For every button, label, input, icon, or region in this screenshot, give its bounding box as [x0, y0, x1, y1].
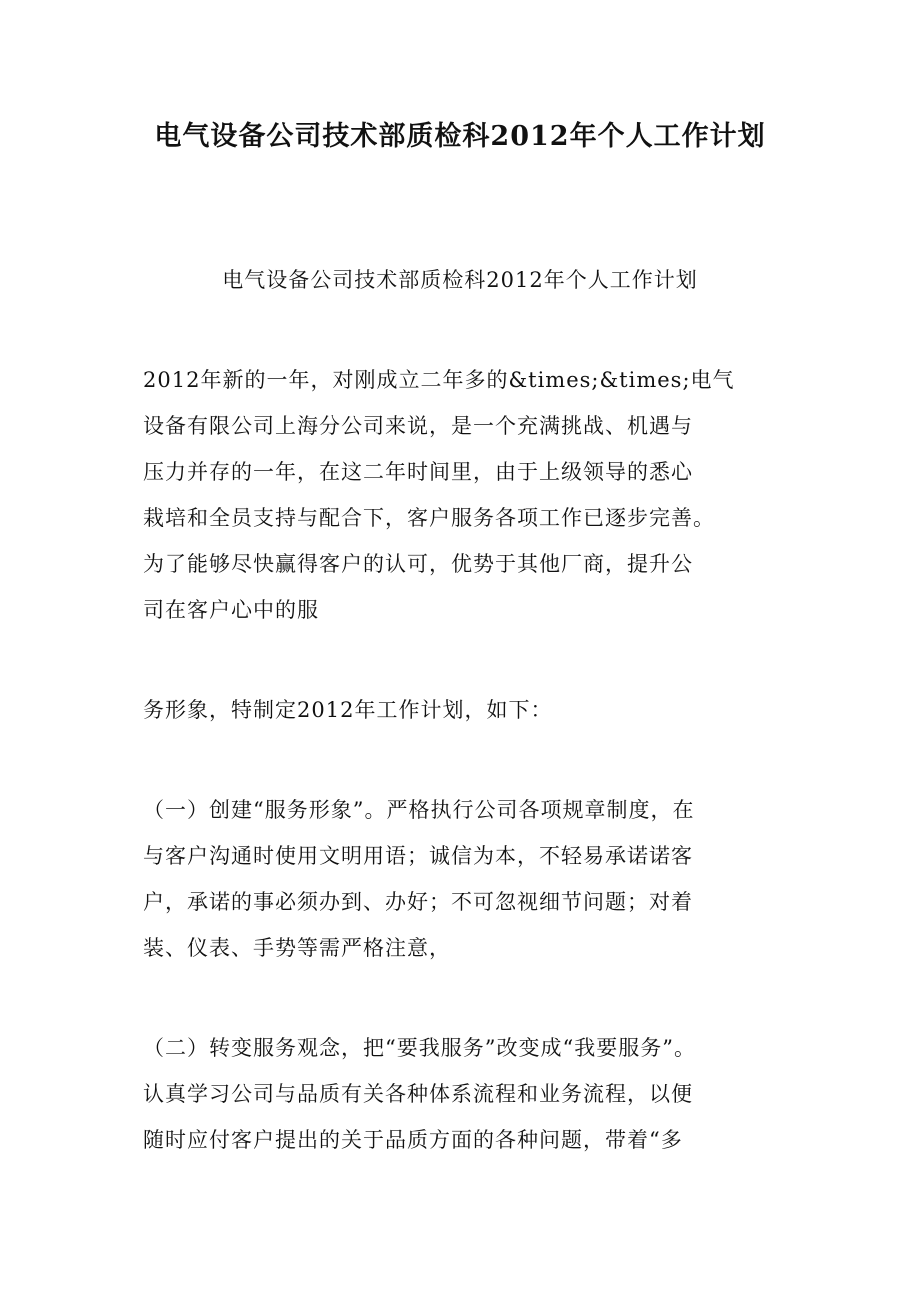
text-line: 栽培和全员支持与配合下，客户服务各项工作已逐步完善。: [143, 506, 715, 530]
text-line: 随时应付客户提出的关于品质方面的各种问题，带着“多: [143, 1128, 683, 1152]
text-line: （二）转变服务观念，把“要我服务”改变成“我要服务”。: [143, 1036, 696, 1060]
document-title: 电气设备公司技术部质检科2012年个人工作计划: [154, 121, 766, 152]
text-line: 认真学习公司与品质有关各种体系流程和业务流程，以便: [143, 1082, 693, 1106]
text-line: 压力并存的一年，在这二年时间里，由于上级领导的悉心: [143, 460, 693, 484]
text-line: （一）创建“服务形象”。严格执行公司各项规章制度，在: [143, 798, 695, 822]
text-line: 装、仪表、手势等需严格注意，: [143, 936, 451, 960]
text-line: 司在客户心中的服: [143, 598, 319, 622]
text-line: 与客户沟通时使用文明用语；诚信为本，不轻易承诺诺客: [143, 844, 693, 868]
text-line: 户，承诺的事必须办到、办好；不可忽视细节问题；对着: [143, 890, 693, 914]
text-line: 务形象，特制定2012年工作计划，如下：: [143, 698, 553, 722]
text-line: 设备有限公司上海分公司来说，是一个充满挑战、机遇与: [143, 414, 693, 438]
text-line: 2012年新的一年，对刚成立二年多的&times;&times;电气: [143, 368, 735, 392]
document-subtitle: 电气设备公司技术部质检科2012年个人工作计划: [222, 268, 698, 292]
text-line: 为了能够尽快赢得客户的认可，优势于其他厂商，提升公: [143, 552, 693, 576]
